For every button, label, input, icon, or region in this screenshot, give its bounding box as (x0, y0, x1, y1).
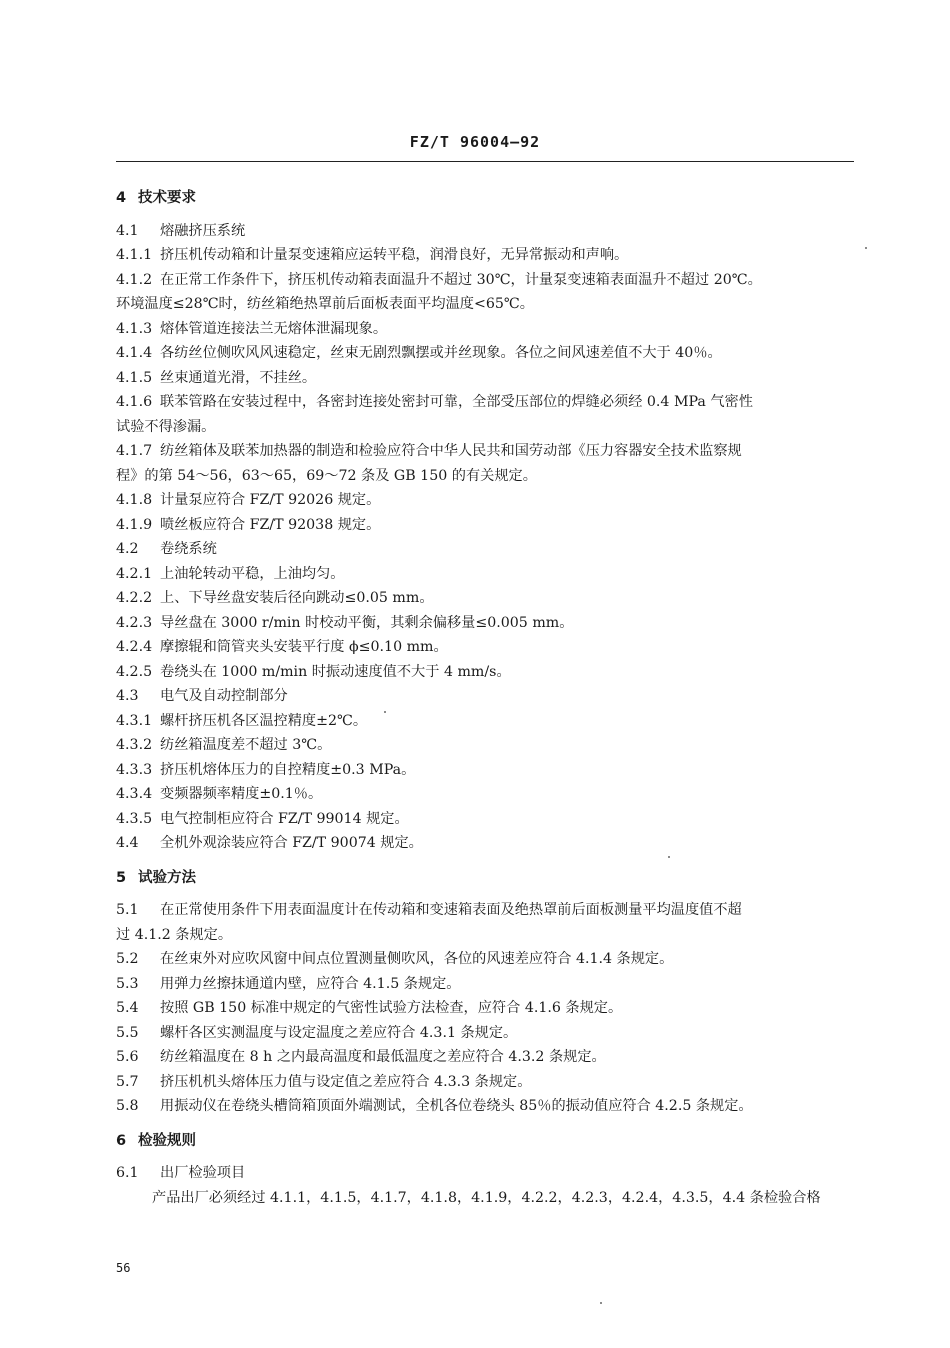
section-6-heading (116, 1129, 856, 1154)
clause-item (116, 1094, 856, 1119)
clause-text: 上油轮转动平稳，上油均匀。 (160, 565, 345, 582)
clause-item (116, 807, 856, 832)
clause-item (116, 1070, 856, 1095)
clause-item (116, 635, 856, 660)
clause-number: 4.3.1 (116, 712, 153, 729)
clause-text: 在正常工作条件下，挤压机传动箱表面温升不超过 30℃，计量泵变速箱表面温升不超过 20℃。 (160, 271, 762, 288)
clause-item (116, 831, 856, 856)
clause-text: 摩擦辊和筒管夹头安装平行度 ϕ≤0.10 mm。 (160, 639, 448, 655)
clause-item (116, 996, 856, 1021)
clause-item (116, 733, 856, 758)
clause-continuation: 过 4.1.2 条规定。 (116, 926, 233, 943)
clause-text: 纺丝箱体及联苯加热器的制造和检验应符合中华人民共和国劳动部《压力容器安全技术监察规 (160, 443, 742, 459)
clause-item (116, 243, 856, 268)
clause-item (116, 219, 856, 244)
clause-number: 4.1.7 (116, 443, 153, 459)
section-number: 4 (116, 190, 127, 206)
clause-text: 变频器频率精度±0.1％。 (160, 786, 323, 802)
clause-text: 挤压机熔体压力的自控精度±0.3 MPa。 (160, 761, 416, 778)
clause-text: 丝束通道光滑，不挂丝。 (160, 369, 317, 386)
clause-item (116, 537, 856, 562)
document-body (116, 186, 856, 1210)
clause-number: 4.2 (116, 541, 139, 557)
clause-text: 用弹力丝擦抹通道内壁，应符合 4.1.5 条规定。 (160, 975, 461, 992)
clause-text: 熔融挤压系统 (160, 222, 246, 239)
clause-text: 喷丝板应符合 FZ/T 92038 规定。 (160, 516, 381, 533)
section-number: 5 (116, 869, 127, 886)
clause-item (116, 684, 856, 709)
section-title: 技术要求 (138, 190, 196, 206)
clause-number: 4.2.1 (116, 565, 153, 582)
clause-number: 4.1.8 (116, 492, 153, 508)
clause-text: 出厂检验项目 (160, 1165, 246, 1181)
clause-text: 螺杆挤压机各区温控精度±2℃。 (160, 712, 368, 729)
clause-item (116, 709, 856, 734)
clause-number: 5.8 (116, 1098, 139, 1114)
section-4-heading (116, 186, 856, 211)
clause-item (116, 366, 856, 391)
clause-number: 4.1.5 (116, 369, 153, 386)
clause-number: 5.4 (116, 1000, 139, 1016)
clause-item (116, 1021, 856, 1046)
clause-number: 5.2 (116, 951, 139, 967)
clause-number: 4.2.2 (116, 590, 153, 606)
clause-text: 卷绕头在 1000 m/min 时振动速度值不大于 4 mm/s。 (160, 663, 511, 680)
clause-number: 4.1.1 (116, 247, 153, 263)
clause-text: 各纺丝位侧吹风风速稳定，丝束无剧烈飘摆或并丝现象。各位之间风速差值不大于 40％。 (160, 345, 722, 361)
header-rule (116, 161, 854, 162)
scan-speck (600, 1302, 602, 1304)
clause-continuation: 试验不得渗漏。 (116, 418, 216, 435)
clause-item (116, 782, 856, 807)
section-number: 6 (116, 1132, 127, 1149)
clause-number: 4.3 (116, 688, 139, 704)
clause-item (116, 1045, 856, 1070)
clause-number: 4.1.4 (116, 345, 153, 361)
clause-item (116, 390, 856, 415)
section-4-items (116, 219, 856, 856)
clause-item (116, 586, 856, 611)
clause-item (116, 898, 856, 923)
clause-number: 4.3.2 (116, 737, 153, 753)
clause-item (116, 972, 856, 997)
clause-text: 上、下导丝盘安装后径向跳动≤0.05 mm。 (160, 590, 434, 606)
clause-continuation: 环境温度≤28℃时，纺丝箱绝热罩前后面板表面平均温度<65℃。 (116, 296, 534, 312)
clause-text: 卷绕系统 (160, 541, 217, 557)
clause-item (116, 611, 856, 636)
clause-number: 4.3.5 (116, 810, 153, 827)
clause-text: 纺丝箱温度差不超过 3℃。 (160, 737, 332, 753)
clause-number: 5.3 (116, 975, 139, 992)
clause-text: 导丝盘在 3000 r/min 时校动平衡，其剩余偏移量≤0.005 mm。 (160, 614, 574, 631)
clause-item (116, 268, 856, 293)
clause-number: 4.1.3 (116, 320, 153, 337)
clause-number: 4.2.5 (116, 663, 153, 680)
clause-item (116, 488, 856, 513)
scan-speck (865, 247, 867, 249)
clause-item (116, 758, 856, 783)
clause-text: 电气控制柜应符合 FZ/T 99014 规定。 (160, 810, 409, 827)
clause-text: 纺丝箱温度在 8 h 之内最高温度和最低温度之差应符合 4.3.2 条规定。 (160, 1049, 606, 1065)
section-title: 检验规则 (138, 1132, 196, 1149)
clause-text: 挤压机传动箱和计量泵变速箱应运转平稳，润滑良好，无异常振动和声响。 (160, 247, 629, 263)
clause-number: 4.1.6 (116, 394, 153, 410)
section-6-paragraph: 产品出厂必须经过 4.1.1，4.1.5，4.1.7，4.1.8，4.1.9，4.2.2，4.2.3，4.2.4，4.3.5，4.4 条检验合格 (152, 1189, 821, 1206)
clause-item (116, 1161, 856, 1186)
clause-text: 计量泵应符合 FZ/T 92026 规定。 (160, 492, 381, 508)
clause-number: 5.5 (116, 1024, 139, 1041)
clause-number: 4.1.2 (116, 271, 153, 288)
page-number: 56 (116, 1261, 131, 1275)
clause-number: 4.2.3 (116, 614, 153, 631)
section-5-heading (116, 866, 856, 891)
clause-text: 熔体管道连接法兰无熔体泄漏现象。 (160, 320, 388, 337)
clause-item (116, 341, 856, 366)
clause-item (116, 439, 856, 464)
clause-number: 4.1.9 (116, 516, 153, 533)
clause-text: 按照 GB 150 标准中规定的气密性试验方法检查，应符合 4.1.6 条规定。 (160, 1000, 623, 1016)
clause-number: 4.4 (116, 835, 139, 851)
section-title: 试验方法 (138, 869, 196, 886)
clause-text: 联苯管路在安装过程中，各密封连接处密封可靠，全部受压部位的焊缝必须经 0.4 MPa 气密性 (160, 394, 753, 410)
clause-text: 螺杆各区实测温度与设定温度之差应符合 4.3.1 条规定。 (160, 1024, 518, 1041)
clause-number: 4.2.4 (116, 639, 153, 655)
clause-number: 6.1 (116, 1165, 139, 1181)
clause-text: 电气及自动控制部分 (160, 688, 288, 704)
clause-item (116, 513, 856, 538)
clause-item (116, 317, 856, 342)
section-5-items (116, 898, 856, 1119)
clause-text: 用振动仪在卷绕头槽筒箱顶面外端测试，全机各位卷绕头 85％的振动值应符合 4.2.5 条规定。 (160, 1098, 753, 1114)
scan-speck (384, 711, 386, 713)
clause-text: 挤压机机头熔体压力值与设定值之差应符合 4.3.3 条规定。 (160, 1073, 532, 1090)
scan-speck (668, 856, 670, 858)
standard-code-header: FZ/T 96004—92 (409, 133, 541, 151)
clause-text: 在丝束外对应吹风窗中间点位置测量侧吹风，各位的风速差应符合 4.1.4 条规定。 (160, 951, 674, 967)
clause-continuation: 程》的第 54～56，63～65，69～72 条及 GB 150 的有关规定。 (116, 467, 537, 484)
section-6-items (116, 1161, 856, 1186)
clause-number: 4.1 (116, 222, 139, 239)
clause-text: 在正常使用条件下用表面温度计在传动箱和变速箱表面及绝热罩前后面板测量平均温度值不超 (160, 902, 742, 918)
clause-number: 4.3.3 (116, 761, 153, 778)
clause-text: 全机外观涂装应符合 FZ/T 90074 规定。 (160, 835, 423, 851)
clause-item (116, 562, 856, 587)
clause-number: 4.3.4 (116, 786, 153, 802)
clause-item (116, 660, 856, 685)
clause-number: 5.7 (116, 1073, 139, 1090)
clause-number: 5.6 (116, 1049, 139, 1065)
clause-number: 5.1 (116, 902, 139, 918)
clause-item (116, 947, 856, 972)
